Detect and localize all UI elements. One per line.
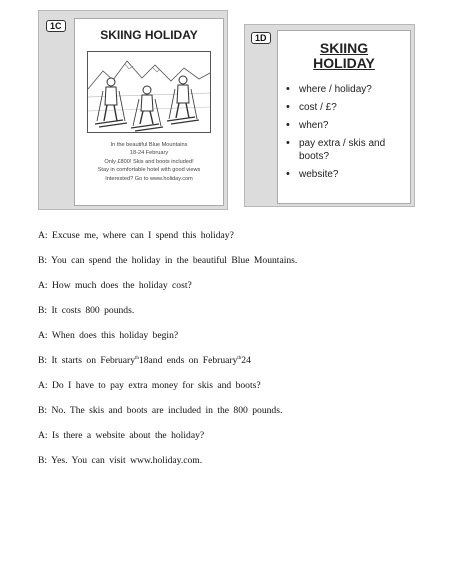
card-tag: 1C (46, 20, 66, 32)
utterance: Excuse me, where can I spend this holiday? (52, 230, 234, 241)
ordinal-suffix: th (237, 355, 242, 361)
poster-line: Interested? Go to www.holiday.com (105, 175, 193, 182)
dialogue-line (38, 301, 458, 326)
prompt-item: • pay extra / skis and boots? (286, 137, 409, 163)
utterance-part: 24 (241, 355, 251, 366)
speaker: A: (38, 380, 48, 391)
prompt-card (277, 30, 411, 204)
speaker: A: (38, 280, 48, 291)
dialogue-line (38, 351, 458, 376)
poster-line: Stay in comfortable hotel with good views (97, 167, 201, 174)
skiers-illustration (87, 51, 211, 133)
dialogue-line (38, 426, 458, 451)
prompt-item: • cost / £? (286, 101, 409, 114)
prompt-title-line: SKIING (319, 40, 369, 56)
utterance: Is there a website about the holiday? (52, 430, 205, 441)
utterance: No. The skis and boots are included in the 800 pounds. (51, 405, 283, 416)
prompt-title-line: HOLIDAY (313, 55, 375, 71)
speaker: B: (38, 255, 48, 266)
dialogue-line (38, 226, 458, 251)
prompt-item: • where / holiday? (286, 83, 409, 96)
dialogue-line (38, 276, 458, 301)
poster-line: Only £800! Skis and boots included! (104, 158, 194, 165)
utterance: How much does the holiday cost? (52, 280, 192, 291)
speaker: B: (38, 405, 48, 416)
prompt-item: • website? (286, 168, 409, 181)
speaker: A: (38, 230, 48, 241)
dialogue-line (38, 251, 458, 276)
utterance: Do I have to pay extra money for skis and boots? (52, 380, 261, 391)
poster-line: In the beautiful Blue Mountains (110, 142, 188, 148)
ordinal-suffix: th (135, 355, 139, 361)
speaker: B: (38, 455, 48, 466)
utterance-part: It starts on February (51, 355, 136, 366)
dialogue-line (38, 451, 458, 476)
dialogue (38, 226, 458, 476)
dialogue-line (38, 376, 458, 401)
speaker: A: (38, 430, 48, 441)
dialogue-line (38, 326, 458, 351)
poster (74, 18, 224, 206)
utterance-part: 18and ends on February (138, 355, 238, 366)
prompt-item: • when? (286, 119, 409, 132)
prompt-title (278, 41, 410, 71)
poster-text (79, 141, 219, 183)
speaker: B: (38, 355, 48, 366)
card-1c (38, 10, 228, 210)
prompt-list (286, 83, 409, 186)
utterance: When does this holiday begin? (51, 330, 179, 341)
poster-line: 18-24 February (129, 150, 169, 157)
dialogue-line (38, 401, 458, 426)
utterance: It costs 800 pounds. (51, 305, 135, 316)
card-tag: 1D (251, 32, 271, 44)
utterance: Yes. You can visit www.holiday.com. (51, 455, 203, 466)
utterance: You can spend the holiday in the beautiful Blue Mountains. (51, 255, 298, 266)
speaker: B: (38, 305, 48, 316)
card-1d (244, 24, 415, 207)
speaker: A: (38, 330, 48, 341)
poster-title: SKIING HOLIDAY (100, 28, 198, 42)
